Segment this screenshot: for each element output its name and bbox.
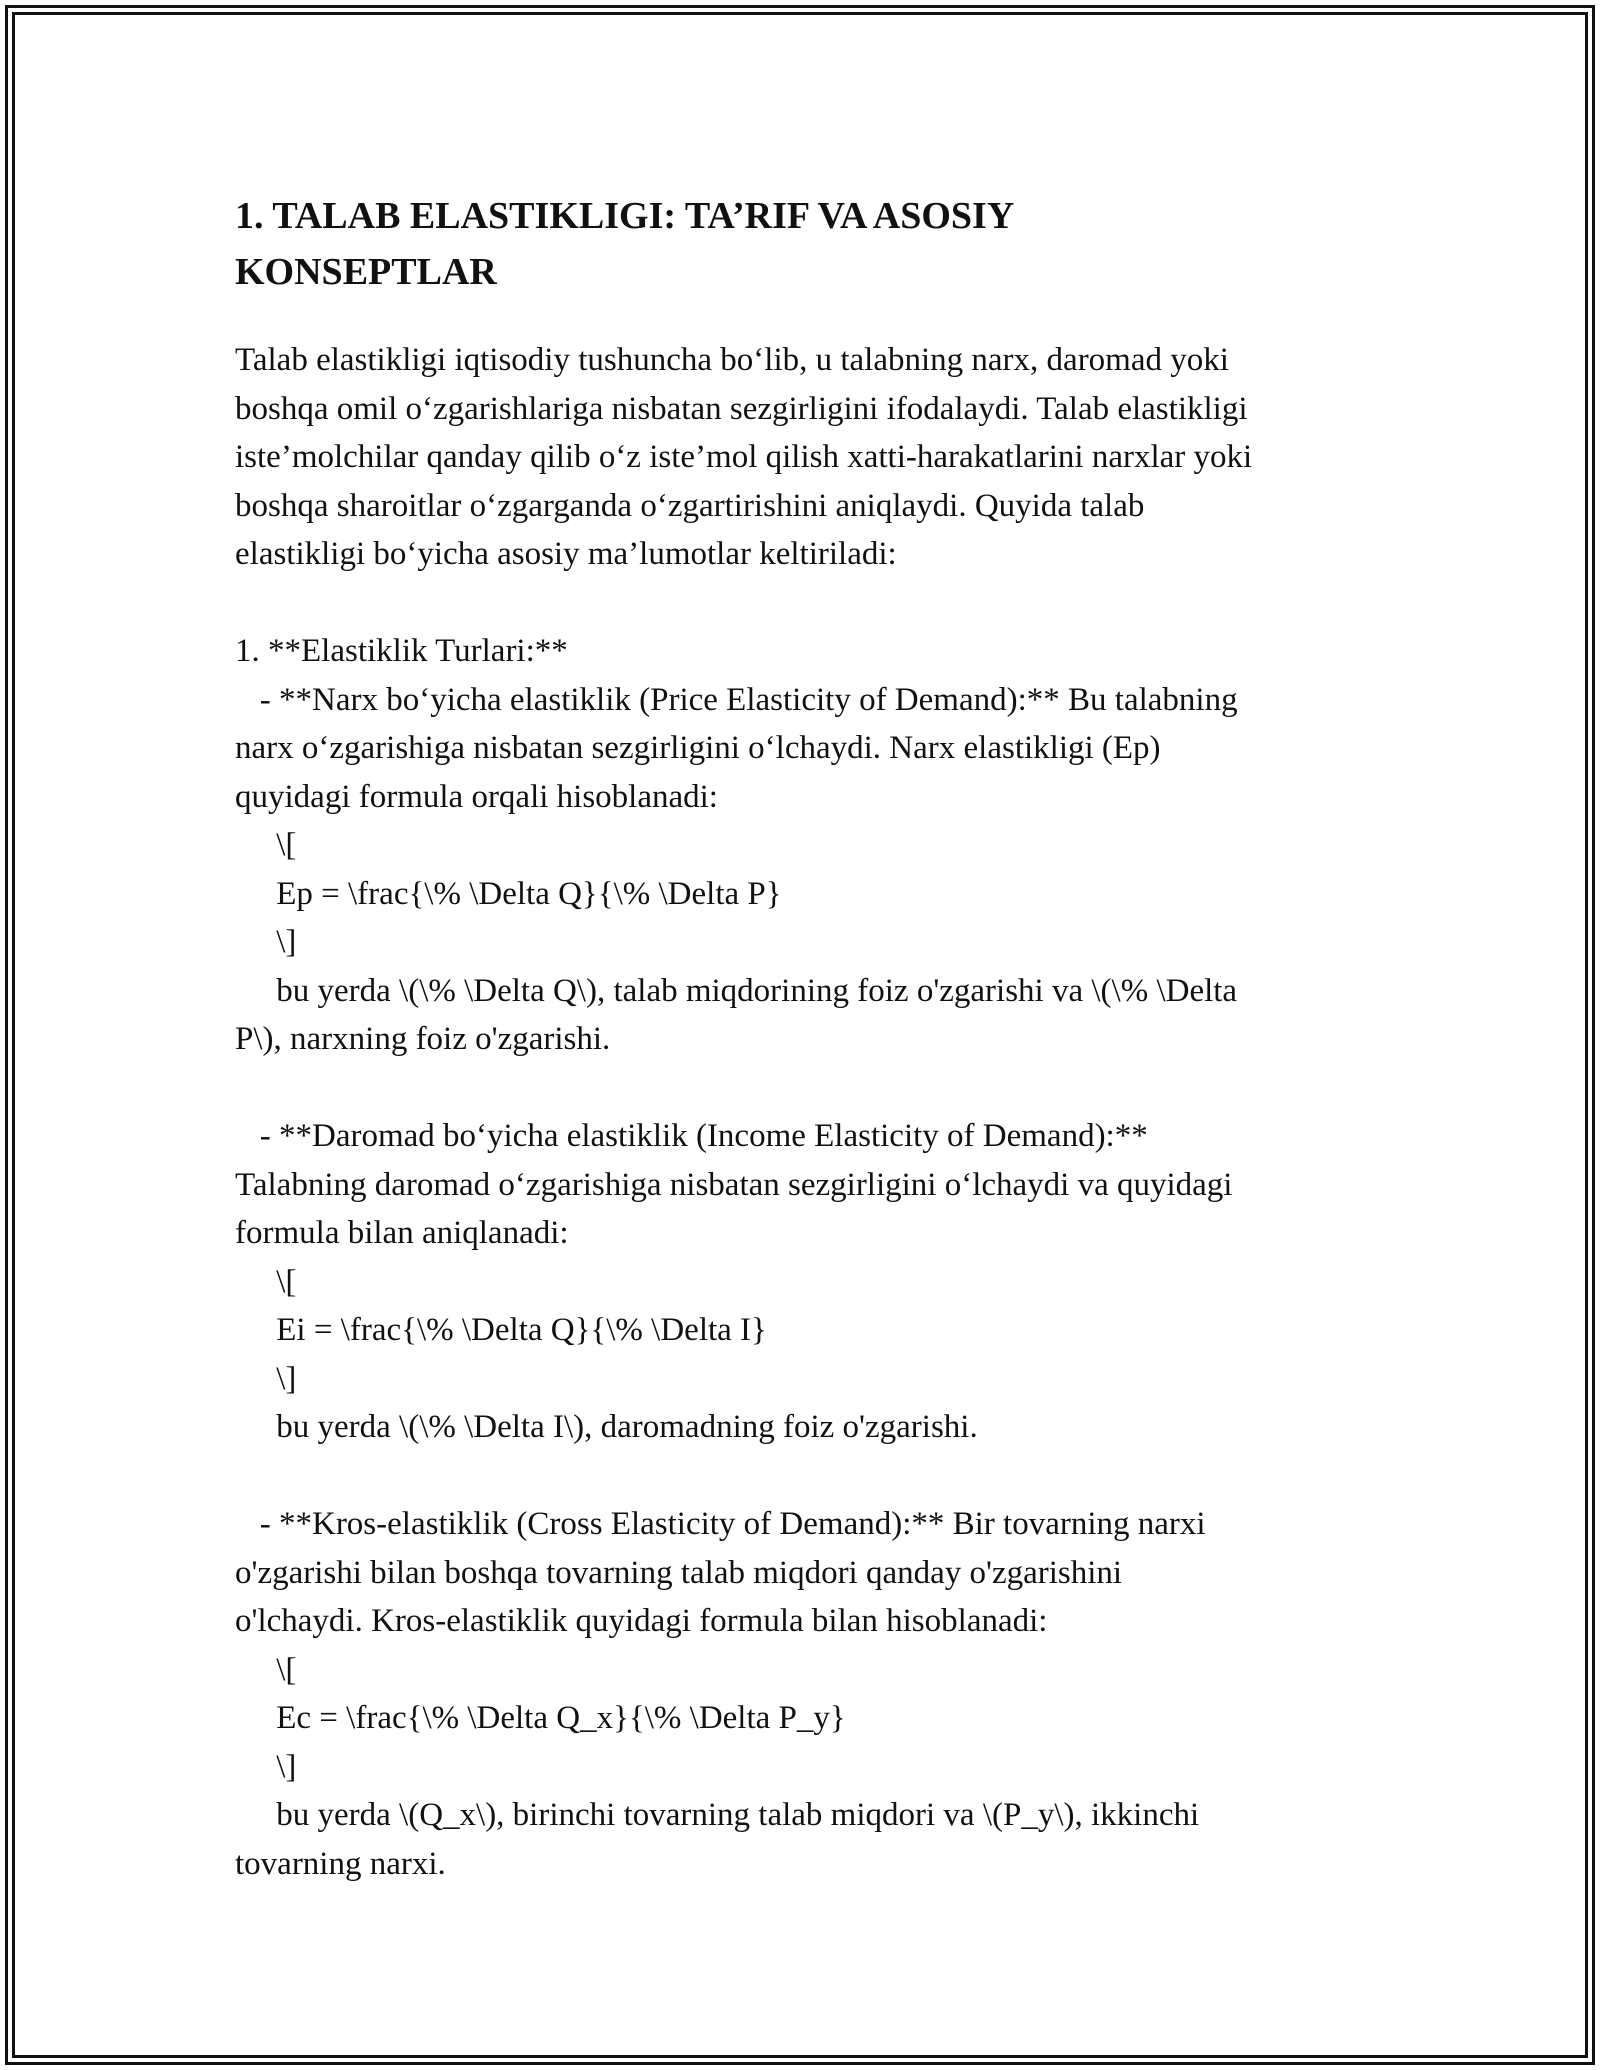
section-heading: [235, 188, 1375, 300]
text-line: \]: [235, 924, 297, 960]
text-line: 1. **Elastiklik Turlari:**: [235, 633, 568, 669]
blank-line: [235, 1064, 1375, 1113]
body-text: [235, 336, 1375, 1888]
heading-line-2: KONSEPTLAR: [235, 251, 497, 293]
text-line: o'lchaydi. Kros-elastiklik quyidagi formula bilan hisoblanadi:: [235, 1603, 1048, 1639]
text-line: tovarning narxi.: [235, 1845, 446, 1882]
text-line: boshqa sharoitlar o‘zgarganda o‘zgartirishini aniqlaydi. Quyida talab: [235, 487, 1145, 524]
text-line: Talabning daromad o‘zgarishiga nisbatan sezgirligini o‘lchaydi va quyidagi: [235, 1166, 1233, 1203]
text-line: Ei = \frac{\% \Delta Q}{\% \Delta I}: [235, 1312, 767, 1348]
text-line: iste’molchilar qanday qilib o‘z iste’mol qilish xatti-harakatlarini narxlar yoki: [235, 439, 1253, 475]
text-line: formula bilan aniqlanadi:: [235, 1215, 569, 1251]
blank-line: [235, 579, 1375, 628]
text-line: - **Narx bo‘yicha elastiklik (Price Elasticity of Demand):** Bu talabning: [235, 681, 1238, 718]
text-line: quyidagi formula orqali hisoblanadi:: [235, 778, 718, 815]
text-line: o'zgarishi bilan boshqa tovarning talab miqdori qanday o'zgarishini: [235, 1554, 1123, 1591]
text-line: \[: [235, 1651, 297, 1688]
text-line: - **Kros-elastiklik (Cross Elasticity of Demand):** Bir tovarning narxi: [235, 1506, 1206, 1542]
blank-line: [235, 1452, 1375, 1501]
text-line: bu yerda \(Q_x\), birinchi tovarning talab miqdori va \(P_y\), ikkinchi: [235, 1797, 1200, 1833]
text-line: - **Daromad bo‘yicha elastiklik (Income Elasticity of Demand):**: [235, 1118, 1148, 1154]
text-line: narx o‘zgarishiga nisbatan sezgirligini o‘lchaydi. Narx elastikligi (Ep): [235, 730, 1161, 766]
text-line: boshqa omil o‘zgarishlariga nisbatan sezgirligini ifodalaydi. Talab elastikligi: [235, 390, 1248, 427]
text-line: \]: [235, 1748, 297, 1785]
document-body: [235, 188, 1375, 1888]
text-line: bu yerda \(\% \Delta Q\), talab miqdorining foiz o'zgarishi va \(\% \Delta: [235, 972, 1238, 1009]
text-line: Talab elastikligi iqtisodiy tushuncha bo‘lib, u talabning narx, daromad yoki: [235, 342, 1229, 378]
text-line: elastikligi bo‘yicha asosiy ma’lumotlar keltiriladi:: [235, 536, 897, 572]
heading-line-1: 1. TALAB ELASTIKLIGI: TA’RIF VA ASOSIY: [235, 195, 1015, 237]
text-line: \[: [235, 827, 297, 863]
text-line: P\), narxning foiz o'zgarishi.: [235, 1021, 611, 1057]
text-line: \]: [235, 1360, 297, 1397]
text-line: bu yerda \(\% \Delta I\), daromadning foiz o'zgarishi.: [235, 1409, 978, 1445]
text-line: Ep = \frac{\% \Delta Q}{\% \Delta P}: [235, 875, 782, 912]
text-line: Ec = \frac{\% \Delta Q_x}{\% \Delta P_y}: [235, 1700, 846, 1736]
text-line: \[: [235, 1263, 297, 1300]
